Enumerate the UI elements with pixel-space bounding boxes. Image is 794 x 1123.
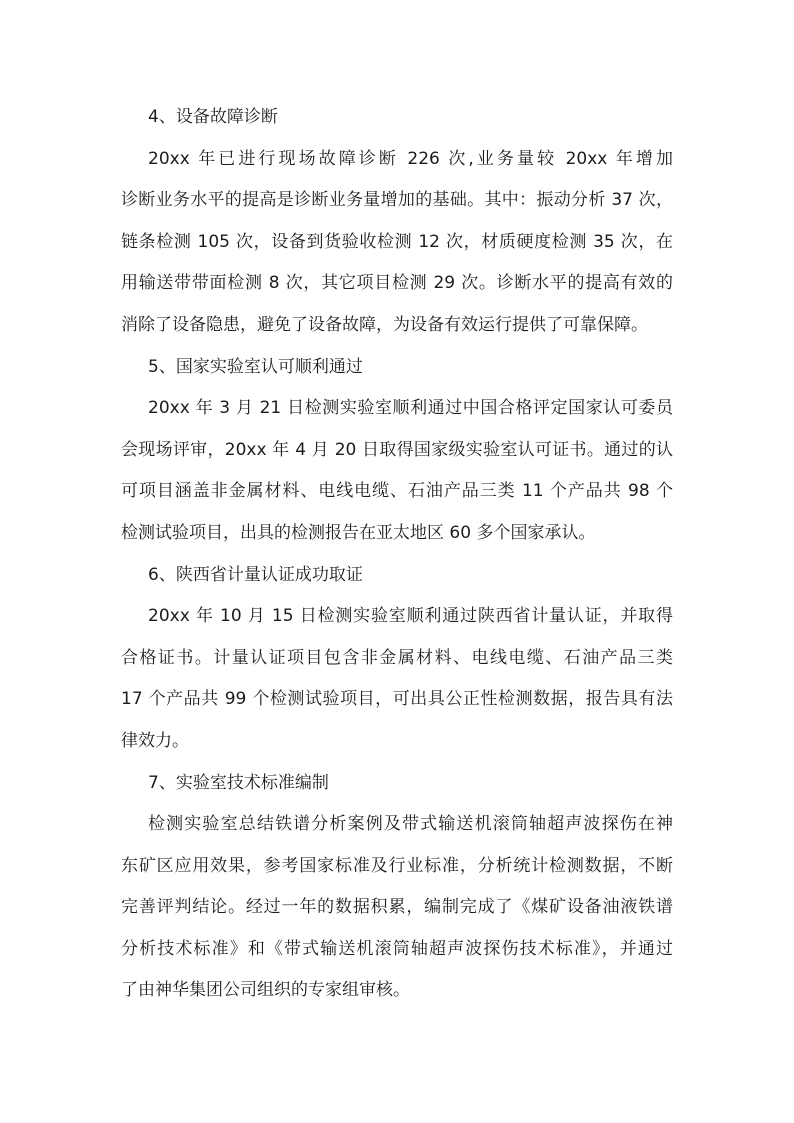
paragraph-line: 链条检测 105 次，设备到货验收检测 12 次，材质硬度检测 35 次，在 [121, 231, 673, 252]
paragraph-line: 20xx 年 3 月 21 日检测实验室顺利通过中国合格评定国家认可委员 [148, 398, 673, 419]
paragraph-line: 完善评判结论。经过一年的数据积累，编制完成了《煤矿设备油液铁谱 [121, 897, 673, 918]
paragraph-line: 合格证书。计量认证项目包含非金属材料、电线电缆、石油产品三类 [121, 647, 673, 668]
paragraph-line: 消除了设备隐患，避免了设备故障，为设备有效运行提供了可靠保障。 [121, 314, 648, 335]
heading-line: 6、陕西省计量认证成功取证 [148, 564, 363, 585]
paragraph-fault-diagnosis [121, 139, 673, 347]
paragraph-line: 会现场评审，20xx 年 4 月 20 日取得国家级实验室认可证书。通过的认 [121, 439, 673, 460]
section-heading-7 [121, 763, 673, 805]
heading-line: 7、实验室技术标准编制 [148, 772, 329, 793]
paragraph-metrology-certification [121, 596, 673, 762]
section-heading-4 [121, 97, 673, 139]
section-heading-6 [121, 555, 673, 597]
paragraph-line: 律效力。 [121, 730, 189, 751]
paragraph-line: 可项目涵盖非金属材料、电线电缆、石油产品三类 11 个产品共 98 个 [121, 481, 673, 502]
paragraph-line: 用输送带带面检测 8 次，其它项目检测 29 次。诊断水平的提高有效的 [121, 273, 673, 294]
paragraph-line: 分析技术标准》和《带式输送机滚筒轴超声波探伤技术标准》，并通过 [121, 938, 673, 959]
heading-line: 5、国家实验室认可顺利通过 [148, 356, 363, 377]
section-heading-5 [121, 347, 673, 389]
paragraph-line: 检测试验项目，出具的检测报告在亚太地区 60 多个国家承认。 [121, 522, 596, 543]
paragraph-technical-standards [121, 804, 673, 1012]
paragraph-line: 东矿区应用效果，参考国家标准及行业标准，分析统计检测数据，不断 [121, 855, 673, 876]
paragraph-line: 了由神华集团公司组织的专家组审核。 [121, 980, 410, 1001]
paragraph-line: 检测实验室总结铁谱分析案例及带式输送机滚筒轴超声波探伤在神 [148, 814, 673, 835]
document-body [121, 97, 673, 1012]
paragraph-lab-accreditation [121, 388, 673, 554]
paragraph-line: 20xx 年 10 月 15 日检测实验室顺利通过陕西省计量认证，并取得 [148, 606, 673, 627]
paragraph-line: 诊断业务水平的提高是诊断业务量增加的基础。其中：振动分析 37 次， [121, 190, 673, 211]
paragraph-line: 17 个产品共 99 个检测试验项目，可出具公正性检测数据，报告具有法 [121, 689, 673, 710]
paragraph-line: 20xx 年已进行现场故障诊断 226 次,业务量较 20xx 年增加 [148, 148, 673, 169]
heading-line: 4、设备故障诊断 [148, 107, 278, 127]
